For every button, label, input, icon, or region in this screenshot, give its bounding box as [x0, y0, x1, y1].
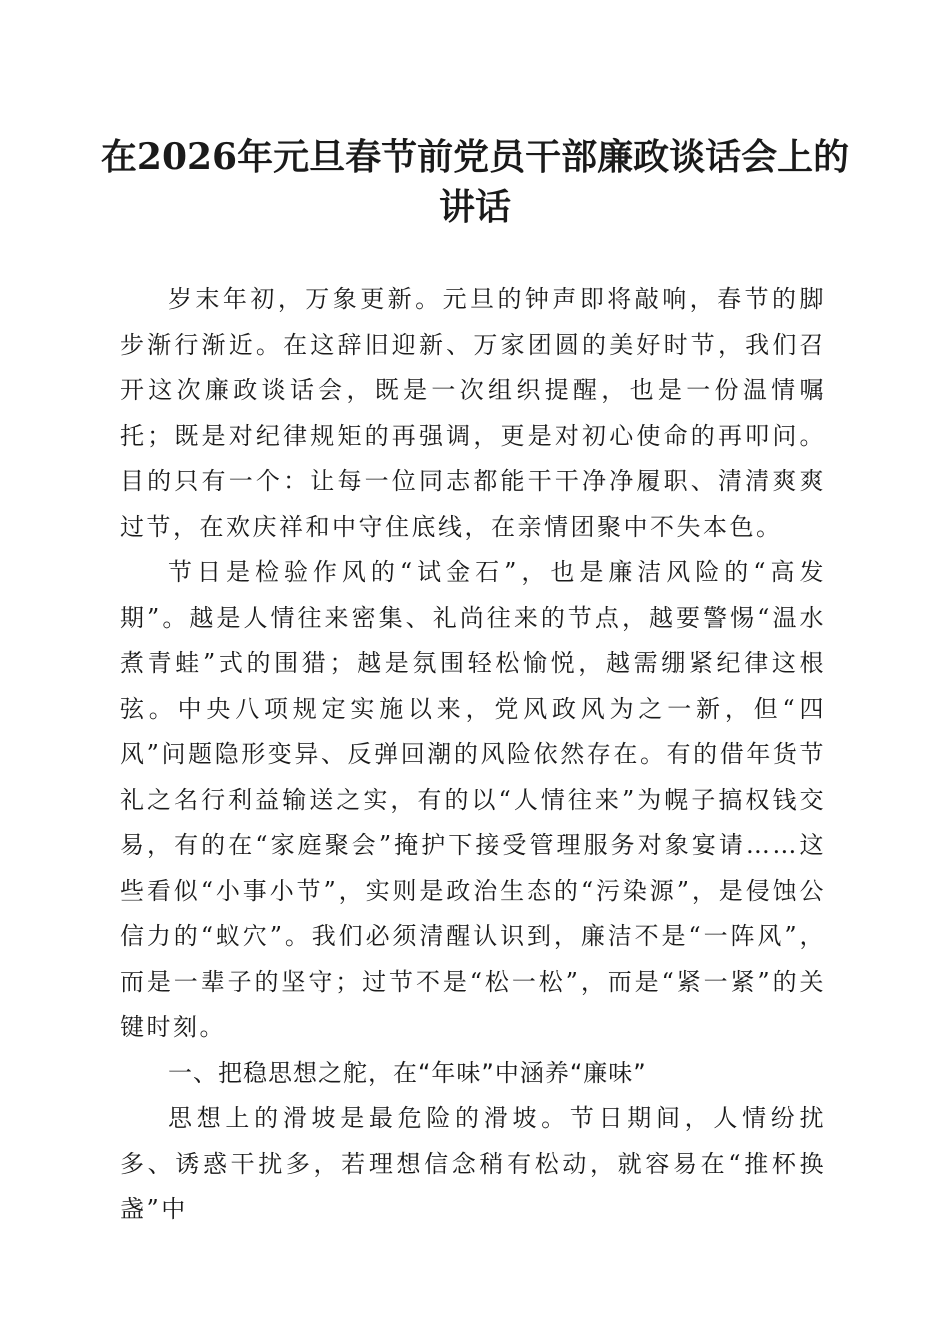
paragraph-festival-risk: 节日是检验作风的“试金石”，也是廉洁风险的“高发期”。越是人情往来密集、礼尚往来的节点，越要警惕“温水煮青蛙”式的围猎；越是氛围轻松愉悦，越需绷紧纪律这根弦。中央八项规定实施以来，党风政风为之一新，但“四风”问题隐形变异、反弹回潮的风险依然存在。有的借年货节礼之名行利益输送之实，有的以“人情往来”为幌子搞权钱交易，有的在“家庭聚会”掩护下接受管理服务对象宴请……这些看似“小事小节”，实则是政治生态的“污染源”，是侵蚀公信力的“蚁穴”。我们必须清醒认识到，廉洁不是“一阵风”，而是一辈子的坚守；过节不是“松一松”，而是“紧一紧”的关键时刻。 — [120, 558, 826, 1041]
section-heading-1: 一、把稳思想之舵，在“年味”中涵养“廉味” — [168, 1058, 647, 1087]
paragraph-section-1: 思想上的滑坡是最危险的滑坡。节日期间，人情纷扰多、诱惑干扰多，若理想信念稍有松动，就容易在“推杯换盏”中 — [120, 1104, 826, 1223]
document-body — [120, 277, 826, 1233]
paragraph-intro: 岁末年初，万象更新。元旦的钟声即将敲响，春节的脚步渐行渐近。在这辞旧迎新、万家团圆的美好时节，我们召开这次廉政谈话会，既是一次组织提醒，也是一份温情嘱托；既是对纪律规矩的再强调，更是对初心使命的再叩问。目的只有一个：让每一位同志都能干干净净履职、清清爽爽过节，在欢庆祥和中守住底线，在亲情团聚中不失本色。 — [120, 285, 826, 541]
document-title: 在2026年元旦春节前党员干部廉政谈话会上的讲话 — [100, 136, 850, 228]
